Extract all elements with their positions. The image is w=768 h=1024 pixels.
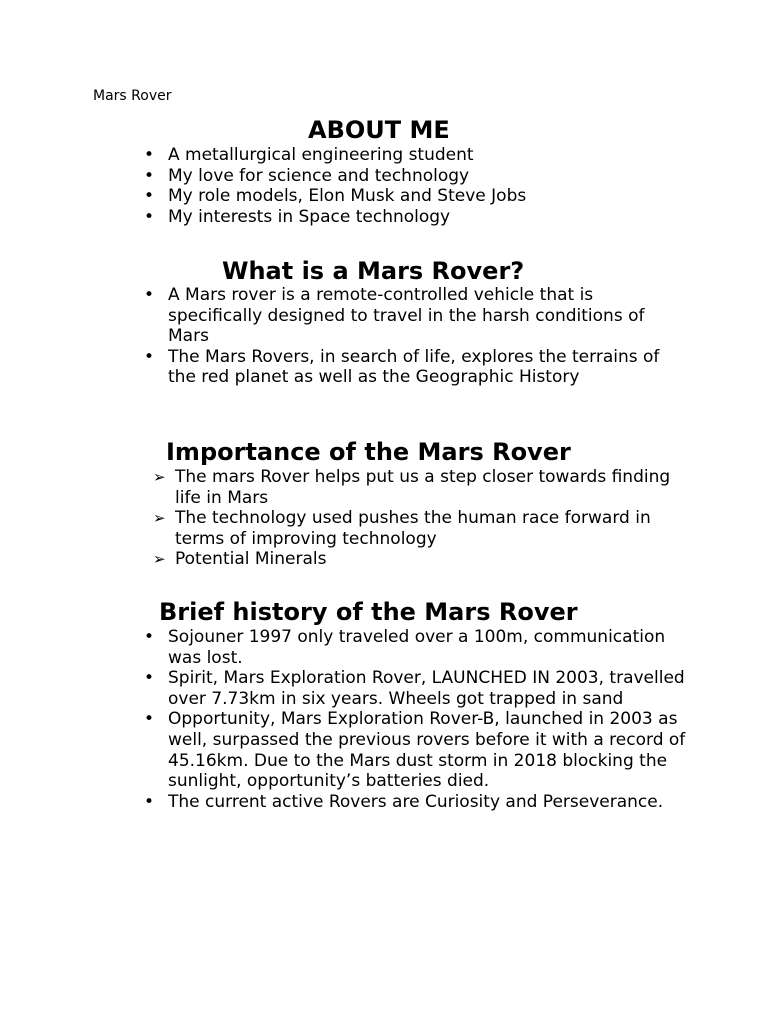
bullet-icon: •: [144, 145, 155, 165]
importance-list: [153, 467, 675, 570]
list-item: • My love for science and technology: [144, 165, 470, 186]
list-item: ➢ The mars Rover helps put us a step closer towards finding life in Mars: [153, 467, 671, 508]
arrow-bullet-icon: ➢: [153, 550, 166, 569]
bullet-icon: •: [144, 206, 155, 227]
about-me-list: [144, 145, 688, 227]
list-item: ➢ Potential Minerals: [153, 549, 327, 570]
what-is-mars-rover-list: [144, 285, 688, 388]
list-item: • A metallurgical engineering student: [144, 145, 474, 165]
section-heading-what-is-mars-rover: What is a Mars Rover?: [222, 257, 525, 285]
list-item: • The Mars Rovers, in search of life, explores the terrains of the red planet as well as the Geographic History: [144, 346, 660, 388]
section-heading-about-me: ABOUT ME: [308, 116, 450, 144]
bullet-icon: •: [144, 709, 155, 730]
bullet-icon: •: [144, 285, 155, 305]
bullet-icon: •: [144, 346, 155, 367]
bullet-icon: •: [144, 627, 155, 647]
brief-history-list: [144, 627, 688, 812]
section-heading-brief-history: Brief history of the Mars Rover: [159, 598, 578, 626]
bullet-icon: •: [144, 186, 155, 207]
arrow-bullet-icon: ➢: [153, 509, 166, 528]
list-item: • Sojouner 1997 only traveled over a 100m, communication was lost.: [144, 627, 666, 668]
bullet-icon: •: [144, 668, 155, 689]
bullet-icon: •: [144, 791, 155, 812]
list-item: • My interests in Space technology: [144, 206, 451, 227]
list-item: • A Mars rover is a remote-controlled vehicle that is specifically designed to travel in the harsh conditions of Mars: [144, 285, 645, 347]
list-item: • Opportunity, Mars Exploration Rover-B, launched in 2003 as well, surpassed the previous rovers before it with a record of 45.16km. Due to the Mars dust storm in 2018 blocking the sunlight, opportunity’s batteries died.: [144, 709, 686, 792]
bullet-icon: •: [144, 165, 155, 186]
list-item: ➢ The technology used pushes the human race forward in terms of improving technology: [153, 508, 651, 549]
list-item: • My role models, Elon Musk and Steve Jobs: [144, 186, 527, 207]
document-header-title: Mars Rover: [93, 88, 172, 104]
arrow-bullet-icon: ➢: [153, 468, 166, 486]
list-item: • Spirit, Mars Exploration Rover, LAUNCHED IN 2003, travelled over 7.73km in six years. Wheels got trapped in sand: [144, 668, 685, 709]
section-heading-importance: Importance of the Mars Rover: [166, 438, 571, 466]
list-item: • The current active Rovers are Curiosity and Perseverance.: [144, 791, 664, 812]
